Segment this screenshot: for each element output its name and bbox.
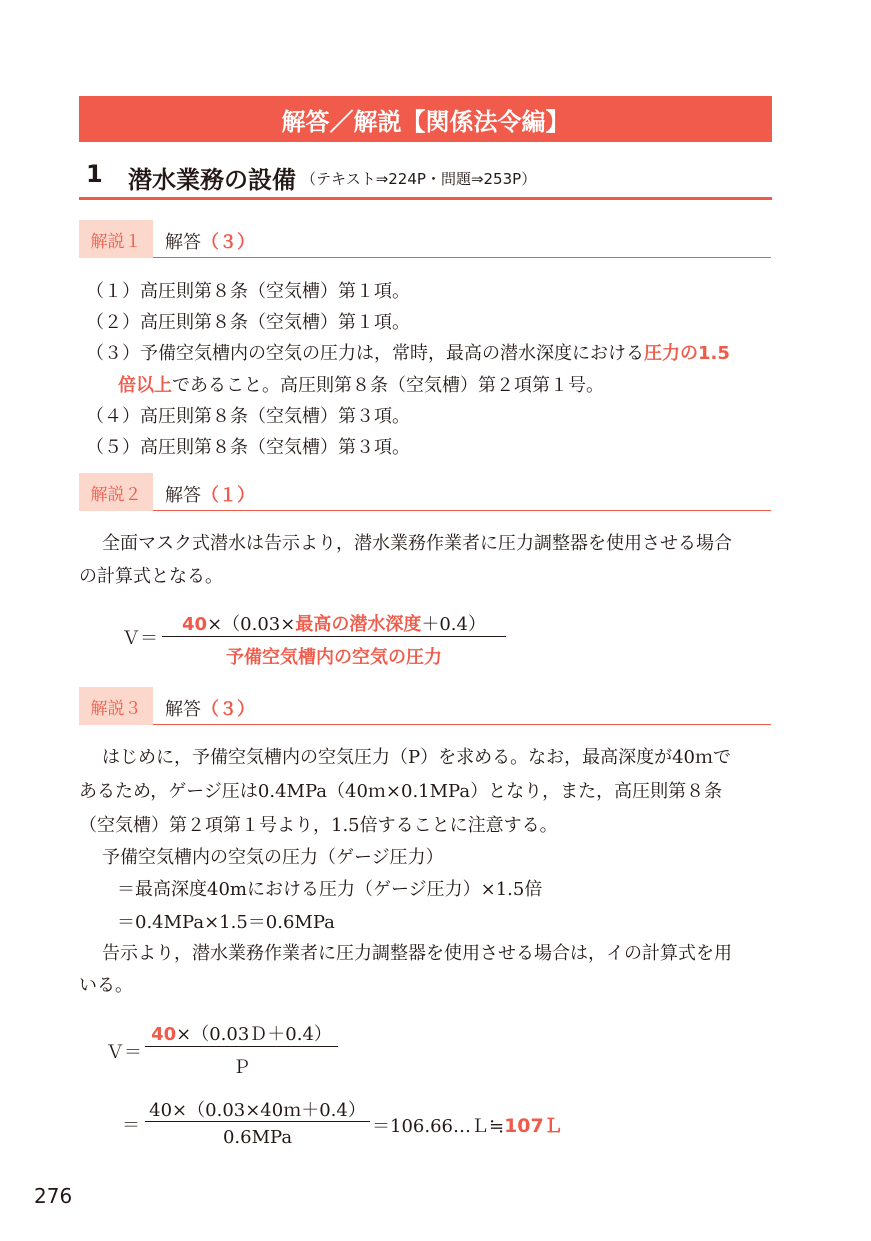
q1-line-3: [86, 339, 730, 365]
formula-part: ×（0.03×: [207, 614, 296, 635]
q1-line-4-highlight: 倍以上: [118, 375, 172, 396]
q3-line-3: （空気槽）第２項第１号より，1.5倍することに注意する。: [79, 815, 558, 836]
q2-paragraph-line-1: 全面マスク式潜水は告示より，潜水業務作業者に圧力調整器を使用させる場合: [102, 533, 732, 554]
chapter-banner: [79, 96, 772, 142]
q1-line-4-text: であること。高圧則第８条（空気槽）第２項第１号。: [172, 375, 604, 396]
answer-1: [165, 228, 255, 254]
answer-divider: [153, 510, 771, 511]
answer-value: （１）: [201, 485, 255, 506]
q3-line-8: いる。: [79, 975, 133, 996]
fraction-bar: [145, 1046, 338, 1047]
formula1-lhs: Ｖ＝: [106, 1042, 142, 1063]
formula1-coef: 40: [151, 1024, 177, 1045]
section-number: 1: [86, 160, 103, 188]
q1-line-3-text: （３）予備空気槽内の空気の圧力は，常時，最高の潜水深度における: [86, 343, 644, 364]
q1-line-1: （１）高圧則第８条（空気槽）第１項。: [86, 281, 410, 302]
q3-line-5: ＝最高深度40mにおける圧力（ゲージ圧力）×1.5倍: [117, 879, 543, 900]
chapter-title: 解答／解説【関係法令編】: [281, 107, 570, 136]
formula1-numerator: [145, 1020, 338, 1046]
q2-paragraph-line-2: の計算式となる。: [79, 566, 223, 587]
q1-line-6: （５）高圧則第８条（空気槽）第３項。: [86, 437, 410, 458]
formula-lhs: Ｖ＝: [122, 628, 158, 649]
explanation-tag-1: 解説１: [79, 220, 153, 258]
q3-line-2: あるため，ゲージ圧は0.4MPa（40ｍ×0.1MPa）となり，また，高圧則第８条: [79, 781, 723, 802]
section-divider: [79, 197, 772, 200]
formula2-result: 107Ｌ: [504, 1115, 563, 1137]
answer-value: （３）: [201, 699, 255, 720]
answer-divider: [153, 724, 771, 725]
q3-line-4: 予備空気槽内の空気の圧力（ゲージ圧力）: [102, 847, 444, 868]
formula2-value: ＝106.66…Ｌ≒: [372, 1116, 505, 1137]
answer-divider: [153, 257, 771, 258]
formula2-rhs: [372, 1111, 563, 1138]
formula-pressure: 予備空気槽内の空気の圧力: [226, 647, 442, 668]
explanation-tag-3: 解説３: [79, 687, 153, 725]
answer-label: 解答: [165, 232, 201, 253]
page-number: 276: [34, 1184, 73, 1208]
answer-3: [165, 695, 255, 721]
formula1-part: ×（0.03Ｄ＋0.4）: [176, 1024, 332, 1045]
fraction-bar: [145, 1121, 370, 1122]
formula2-lhs: ＝: [122, 1115, 140, 1136]
section-title: 潜水業務の設備: [128, 166, 296, 194]
formula2-denominator: 0.6MPa: [222, 1127, 293, 1148]
answer-2: [165, 481, 255, 507]
formula-depth: 最高の潜水深度: [295, 614, 422, 635]
q1-line-2: （２）高圧則第８条（空気槽）第１項。: [86, 312, 410, 333]
answer-value: （３）: [201, 232, 255, 253]
answer-label: 解答: [165, 485, 201, 506]
formula-denominator: [162, 643, 506, 669]
explanation-tag-2: 解説２: [79, 473, 153, 511]
formula-part: ＋0.4）: [421, 614, 486, 635]
answer-label: 解答: [165, 699, 201, 720]
formula2-numerator: 40×（0.03×40ｍ＋0.4）: [149, 1100, 366, 1121]
q1-line-5: （４）高圧則第８条（空気槽）第３項。: [86, 406, 410, 427]
section-reference: （テキスト⇒224P・問題⇒253P）: [301, 170, 537, 188]
fraction-bar: [162, 636, 506, 637]
formula1-denominator: Ｐ: [232, 1057, 251, 1078]
q3-line-7: 告示より，潜水業務作業者に圧力調整器を使用させる場合は，イの計算式を用: [102, 943, 732, 964]
q3-line-6: ＝0.4MPa×1.5＝0.6MPa: [117, 912, 335, 933]
q3-line-1: はじめに，予備空気槽内の空気圧力（P）を求める。なお，最高深度が40ｍで: [102, 747, 732, 768]
formula-coef: 40: [182, 614, 208, 635]
q1-line-4: [118, 371, 604, 397]
q1-line-3-highlight: 圧力の1.5: [644, 343, 730, 364]
formula-numerator: [162, 610, 506, 636]
